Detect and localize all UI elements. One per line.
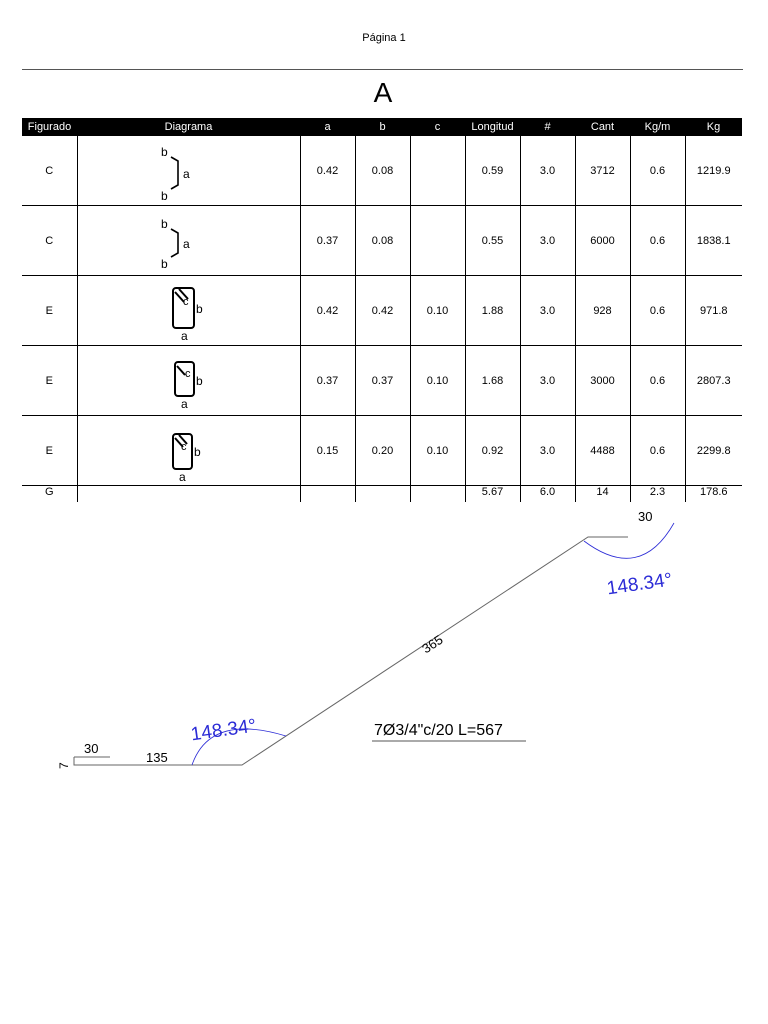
cell-diagrama <box>77 416 300 486</box>
rebar-schedule-table <box>22 118 742 502</box>
diagram-label-b: b <box>195 373 203 388</box>
dim-hook-left: 30 <box>84 741 99 756</box>
header-figurado: Figurado <box>22 118 77 136</box>
cell-num: 3.0 <box>520 276 575 346</box>
cell-diagrama <box>77 486 300 503</box>
cell-figurado: E <box>22 346 77 416</box>
cell-kg: 971.8 <box>685 276 742 346</box>
cell-c <box>410 486 465 503</box>
cell-b: 0.42 <box>355 276 410 346</box>
header-diagrama: Diagrama <box>77 118 300 136</box>
stirrup-icon <box>159 420 219 482</box>
angle-right: 148.34° <box>605 569 674 600</box>
header-c: c <box>410 118 465 136</box>
angle-left: 148.34° <box>189 715 258 746</box>
cell-diagrama <box>77 346 300 416</box>
table-row <box>22 416 742 486</box>
cell-diagrama <box>77 136 300 206</box>
cell-kg: 1219.9 <box>685 136 742 206</box>
sheet-title: A <box>373 77 393 108</box>
cell-num: 3.0 <box>520 206 575 276</box>
cell-c: 0.10 <box>410 276 465 346</box>
table-row <box>22 136 742 206</box>
diagram-label-b-bottom: b <box>160 188 168 202</box>
cell-cant: 14 <box>575 486 630 503</box>
cell-kgm: 0.6 <box>630 206 685 276</box>
cell-c <box>410 136 465 206</box>
cell-b: 0.08 <box>355 206 410 276</box>
dim-tick: 7 <box>57 762 71 769</box>
diagram-label-a: a <box>178 469 186 482</box>
cell-diagrama <box>77 276 300 346</box>
cell-kg: 2299.8 <box>685 416 742 486</box>
diagram-label-a: a <box>180 396 188 411</box>
cell-cant: 3000 <box>575 346 630 416</box>
cell-longitud: 1.88 <box>465 276 520 346</box>
cell-a: 0.15 <box>300 416 355 486</box>
header-a: a <box>300 118 355 136</box>
cell-b: 0.08 <box>355 136 410 206</box>
diagram-label-b: b <box>193 444 201 459</box>
cell-longitud: 0.92 <box>465 416 520 486</box>
cell-figurado: E <box>22 276 77 346</box>
cell-longitud: 0.55 <box>465 206 520 276</box>
cell-a: 0.42 <box>300 136 355 206</box>
header-rule <box>22 69 743 70</box>
diagram-label-c: c <box>184 367 190 380</box>
cell-c <box>410 206 465 276</box>
header-kgm: Kg/m <box>630 118 685 136</box>
bar-spec: 7Ø3/4"c/20 L=567 <box>374 722 503 739</box>
cell-num: 6.0 <box>520 486 575 503</box>
cell-kgm: 0.6 <box>630 346 685 416</box>
cell-kg: 1838.1 <box>685 206 742 276</box>
cell-cant: 928 <box>575 276 630 346</box>
cell-cant: 3712 <box>575 136 630 206</box>
bar-outline <box>74 537 628 765</box>
header-cant: Cant <box>575 118 630 136</box>
cell-cant: 4488 <box>575 416 630 486</box>
stirrup-icon <box>159 280 219 342</box>
c-bar-icon <box>159 140 219 202</box>
diagram-label-c: c <box>182 295 188 308</box>
cell-kg: 2807.3 <box>685 346 742 416</box>
cell-longitud: 5.67 <box>465 486 520 503</box>
cell-diagrama <box>77 206 300 276</box>
cell-longitud: 1.68 <box>465 346 520 416</box>
cell-c: 0.10 <box>410 416 465 486</box>
diagram-label-b-top: b <box>160 216 168 231</box>
cell-num: 3.0 <box>520 136 575 206</box>
diagram-label-a: a <box>180 328 188 342</box>
cell-a <box>300 486 355 503</box>
cell-a: 0.37 <box>300 206 355 276</box>
header-num: # <box>520 118 575 136</box>
cell-b: 0.37 <box>355 346 410 416</box>
cell-num: 3.0 <box>520 416 575 486</box>
cell-kgm: 0.6 <box>630 136 685 206</box>
header-longitud: Longitud <box>465 118 520 136</box>
cell-b: 0.20 <box>355 416 410 486</box>
stirrup-icon <box>159 350 219 412</box>
cell-figurado: C <box>22 206 77 276</box>
cell-figurado: G <box>22 486 77 503</box>
cell-figurado: C <box>22 136 77 206</box>
cell-kgm: 2.3 <box>630 486 685 503</box>
table-row <box>22 276 742 346</box>
c-bar-icon <box>159 210 219 272</box>
dim-hook-right: 30 <box>638 509 653 524</box>
cell-a: 0.42 <box>300 276 355 346</box>
cell-kgm: 0.6 <box>630 416 685 486</box>
page-label: Página 1 <box>362 32 406 44</box>
header-b: b <box>355 118 410 136</box>
cell-figurado: E <box>22 416 77 486</box>
diagram-label-a: a <box>182 236 190 251</box>
angle-arc-right <box>584 523 674 558</box>
cell-num: 3.0 <box>520 346 575 416</box>
table-row <box>22 486 742 503</box>
table-header-row <box>22 118 742 136</box>
dim-diagonal: 365 <box>419 631 446 657</box>
cell-a: 0.37 <box>300 346 355 416</box>
diagram-label-c: c <box>180 440 186 453</box>
bent-bar-drawing <box>40 503 720 783</box>
table-row <box>22 346 742 416</box>
cell-kg: 178.6 <box>699 486 728 498</box>
cell-c: 0.10 <box>410 346 465 416</box>
cell-kgm: 0.6 <box>630 276 685 346</box>
diagram-label-b: b <box>195 301 203 316</box>
cell-longitud: 0.59 <box>465 136 520 206</box>
diagram-label-b-bottom: b <box>160 256 168 271</box>
header-kg: Kg <box>685 118 742 136</box>
diagram-label-a: a <box>182 166 190 181</box>
cell-b <box>355 486 410 503</box>
table-row <box>22 206 742 276</box>
dim-left: 135 <box>146 750 168 765</box>
cell-cant: 6000 <box>575 206 630 276</box>
diagram-label-b-top: b <box>160 144 168 159</box>
